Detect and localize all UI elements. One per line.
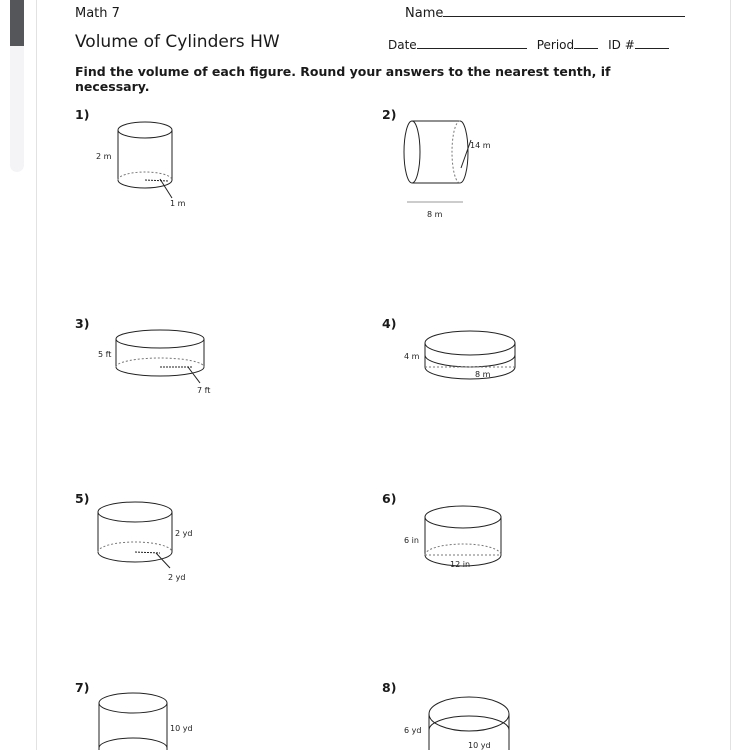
date-label: Date bbox=[388, 38, 417, 52]
period-label: Period bbox=[536, 38, 575, 52]
problem-number: 7) bbox=[75, 680, 90, 695]
dimension-label: 1 m bbox=[170, 199, 186, 208]
dimension-label: 6 yd bbox=[404, 726, 422, 735]
dimension-label: 2 m bbox=[96, 152, 112, 161]
dimension-label: 14 m bbox=[470, 141, 491, 150]
dimension-label: 2 yd bbox=[168, 573, 186, 582]
dimension-label: 2 yd bbox=[175, 529, 193, 538]
date-blank bbox=[417, 47, 527, 49]
dimension-label: 5 ft bbox=[98, 350, 112, 359]
cylinder-figure-8 bbox=[400, 690, 520, 750]
problem-number: 5) bbox=[75, 491, 90, 506]
cylinder-figure-2 bbox=[395, 110, 515, 225]
cylinder-figure-4 bbox=[400, 325, 530, 385]
dimension-label: 6 in bbox=[404, 536, 419, 545]
dimension-label: 10 yd bbox=[170, 724, 193, 733]
worksheet-title: Volume of Cylinders HW bbox=[75, 32, 280, 52]
name-blank bbox=[443, 15, 685, 17]
course-label: Math 7 bbox=[75, 6, 120, 21]
period-blank bbox=[574, 47, 598, 49]
date-period-id-row bbox=[388, 38, 669, 52]
dimension-label: 8 m bbox=[427, 210, 443, 219]
dimension-label: 8 m bbox=[475, 370, 491, 379]
scrollbar-thumb[interactable] bbox=[10, 0, 24, 46]
name-label: Name bbox=[405, 6, 444, 21]
id-blank bbox=[635, 47, 669, 49]
cylinder-figure-6 bbox=[400, 500, 520, 585]
problem-number: 8) bbox=[382, 680, 397, 695]
dimension-label: 12 in bbox=[450, 560, 471, 569]
problem-number: 3) bbox=[75, 316, 90, 331]
id-label: ID # bbox=[608, 38, 635, 52]
scrollbar[interactable] bbox=[10, 0, 24, 172]
problem-number: 1) bbox=[75, 107, 90, 122]
problem-number: 6) bbox=[382, 491, 397, 506]
problem-number: 2) bbox=[382, 107, 397, 122]
dimension-label: 4 m bbox=[404, 352, 420, 361]
cylinder-figure-1 bbox=[90, 115, 210, 215]
name-field bbox=[405, 6, 685, 21]
dimension-label: 7 ft bbox=[197, 386, 211, 395]
instructions: Find the volume of each figure. Round your answers to the nearest tenth, if necessary. bbox=[75, 64, 611, 94]
cylinder-figure-3 bbox=[90, 325, 230, 400]
dimension-label: 10 yd bbox=[468, 741, 491, 750]
problem-number: 4) bbox=[382, 316, 397, 331]
cylinder-figure-5 bbox=[90, 500, 220, 590]
cylinder-figure-7 bbox=[90, 688, 210, 750]
